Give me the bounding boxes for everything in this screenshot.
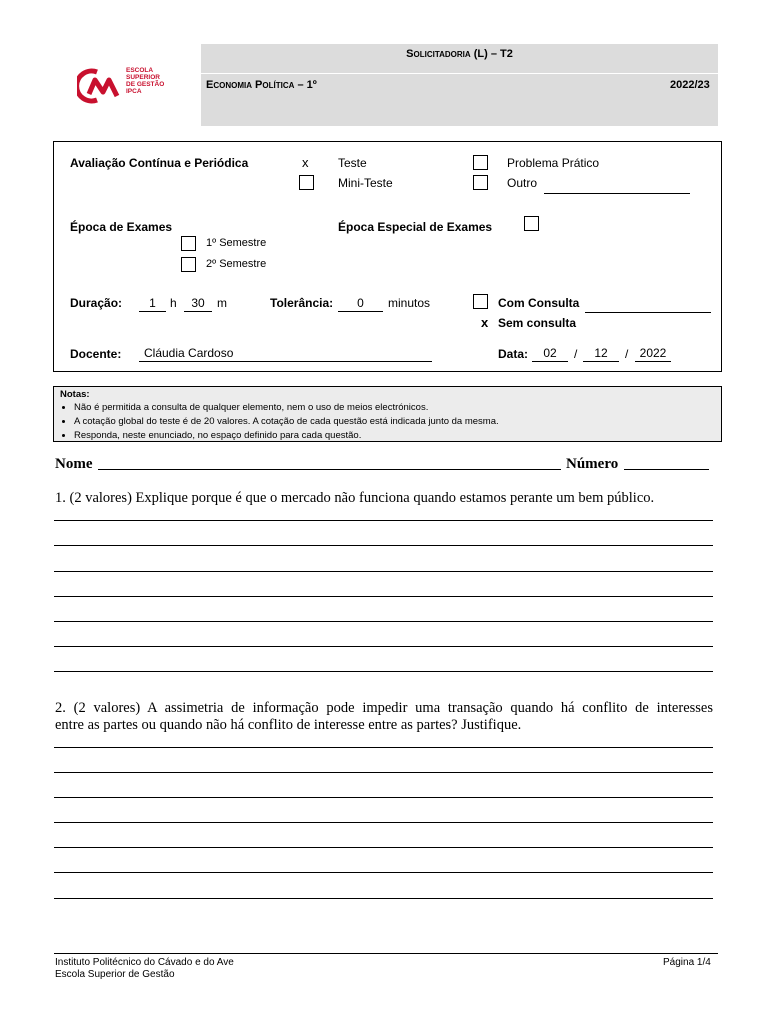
docente-value: Cláudia Cardoso (144, 346, 234, 360)
ipca-logo-icon (77, 68, 123, 104)
notes-title: Notas: (60, 389, 90, 400)
notes-list (60, 401, 499, 443)
tolerancia-field[interactable]: 0 (338, 296, 383, 312)
duracao-hours[interactable]: 1 (139, 296, 166, 312)
teste-label: Teste (338, 156, 367, 170)
page-number: Página 1/4 (663, 957, 711, 968)
mini-teste-label: Mini-Teste (338, 176, 393, 190)
note-item: • Não é permitida a consulta de qualquer elemento, nem o uso de meios electrónicos. (74, 401, 499, 415)
footer-school: Escola Superior de Gestão (55, 969, 175, 980)
answer-line[interactable] (54, 747, 713, 748)
academic-year: 2022/23 (670, 79, 710, 91)
answer-line[interactable] (54, 847, 713, 848)
question-2-line2: entre as partes ou quando não há conflito de interesse entre as partes? Justifique. (55, 717, 522, 733)
data-label: Data: (498, 347, 529, 361)
hours-unit: h (170, 296, 177, 310)
docente-label: Docente: (70, 347, 122, 361)
nome-label: Nome (55, 456, 93, 472)
data-day[interactable]: 02 (532, 346, 568, 362)
sem-consulta-mark: x (481, 315, 489, 330)
answer-line[interactable] (54, 872, 713, 873)
answer-line[interactable] (54, 520, 713, 521)
semestre2-label: 2º Semestre (206, 258, 267, 270)
answer-line[interactable] (54, 621, 713, 622)
answer-line[interactable] (54, 797, 713, 798)
problema-checkbox[interactable] (473, 155, 488, 170)
header-divider (201, 73, 718, 74)
subject-title: Economia Política – 1º (206, 79, 317, 91)
numero-field[interactable] (624, 469, 709, 470)
answer-line[interactable] (54, 596, 713, 597)
epoca-especial-checkbox[interactable] (524, 216, 539, 231)
footer-institution: Instituto Politécnico do Cávado e do Ave (55, 957, 234, 968)
minutes-unit: m (217, 296, 227, 310)
answer-line[interactable] (54, 772, 713, 773)
answer-line[interactable] (54, 571, 713, 572)
answer-line[interactable] (54, 646, 713, 647)
semestre1-label: 1º Semestre (206, 237, 267, 249)
semestre1-checkbox[interactable] (181, 236, 196, 251)
question-2-line1: 2. (2 valores) A assimetria de informação pode impedir uma transação quando há conflito de interesses (55, 700, 713, 716)
outro-field[interactable] (544, 178, 690, 194)
duracao-label: Duração: (70, 296, 123, 310)
footer-divider (54, 953, 718, 954)
mini-teste-checkbox[interactable] (299, 175, 314, 190)
assessment-label: Avaliação Contínua e Periódica (70, 156, 249, 170)
date-separator: / (574, 347, 578, 361)
note-item: • A cotação global do teste é de 20 valores. A cotação de cada questão está indicada junto da mesma. (74, 415, 499, 429)
outro-label: Outro (507, 176, 538, 190)
date-separator: / (625, 347, 629, 361)
teste-mark: x (302, 155, 309, 170)
logo-text-line3: DE GESTÃO (126, 81, 165, 88)
answer-line[interactable] (54, 671, 713, 672)
minutos-label: minutos (388, 296, 431, 310)
logo-cell (55, 44, 201, 126)
epoca-label: Época de Exames (70, 220, 173, 234)
course-title: Solicitadoria (L) – T2 (406, 48, 513, 60)
logo-text-line1: ESCOLA (126, 67, 154, 74)
outro-checkbox[interactable] (473, 175, 488, 190)
docente-field[interactable] (139, 346, 432, 362)
question-1: 1. (2 valores) Explique porque é que o mercado não funciona quando estamos perante um bem público. (55, 490, 655, 506)
answer-line[interactable] (54, 822, 713, 823)
data-month[interactable]: 12 (583, 346, 619, 362)
notes-box (53, 386, 722, 442)
sem-consulta-label: Sem consulta (498, 316, 577, 330)
com-consulta-label: Com Consulta (498, 296, 580, 310)
answer-line[interactable] (54, 898, 713, 899)
data-year[interactable]: 2022 (635, 346, 671, 362)
logo-text-line4: IPCA (126, 88, 142, 95)
semestre2-checkbox[interactable] (181, 257, 196, 272)
note-item: • Responda, neste enunciado, no espaço definido para cada questão. (74, 429, 499, 443)
tolerancia-label: Tolerância: (270, 296, 334, 310)
answer-line[interactable] (54, 545, 713, 546)
com-consulta-field[interactable] (585, 297, 711, 313)
com-consulta-checkbox[interactable] (473, 294, 488, 309)
nome-field[interactable] (98, 469, 561, 470)
logo-text-line2: SUPERIOR (126, 74, 160, 81)
numero-label: Número (566, 456, 619, 472)
problema-label: Problema Prático (507, 156, 600, 170)
duracao-minutes[interactable]: 30 (184, 296, 212, 312)
epoca-especial-label: Época Especial de Exames (338, 220, 493, 234)
